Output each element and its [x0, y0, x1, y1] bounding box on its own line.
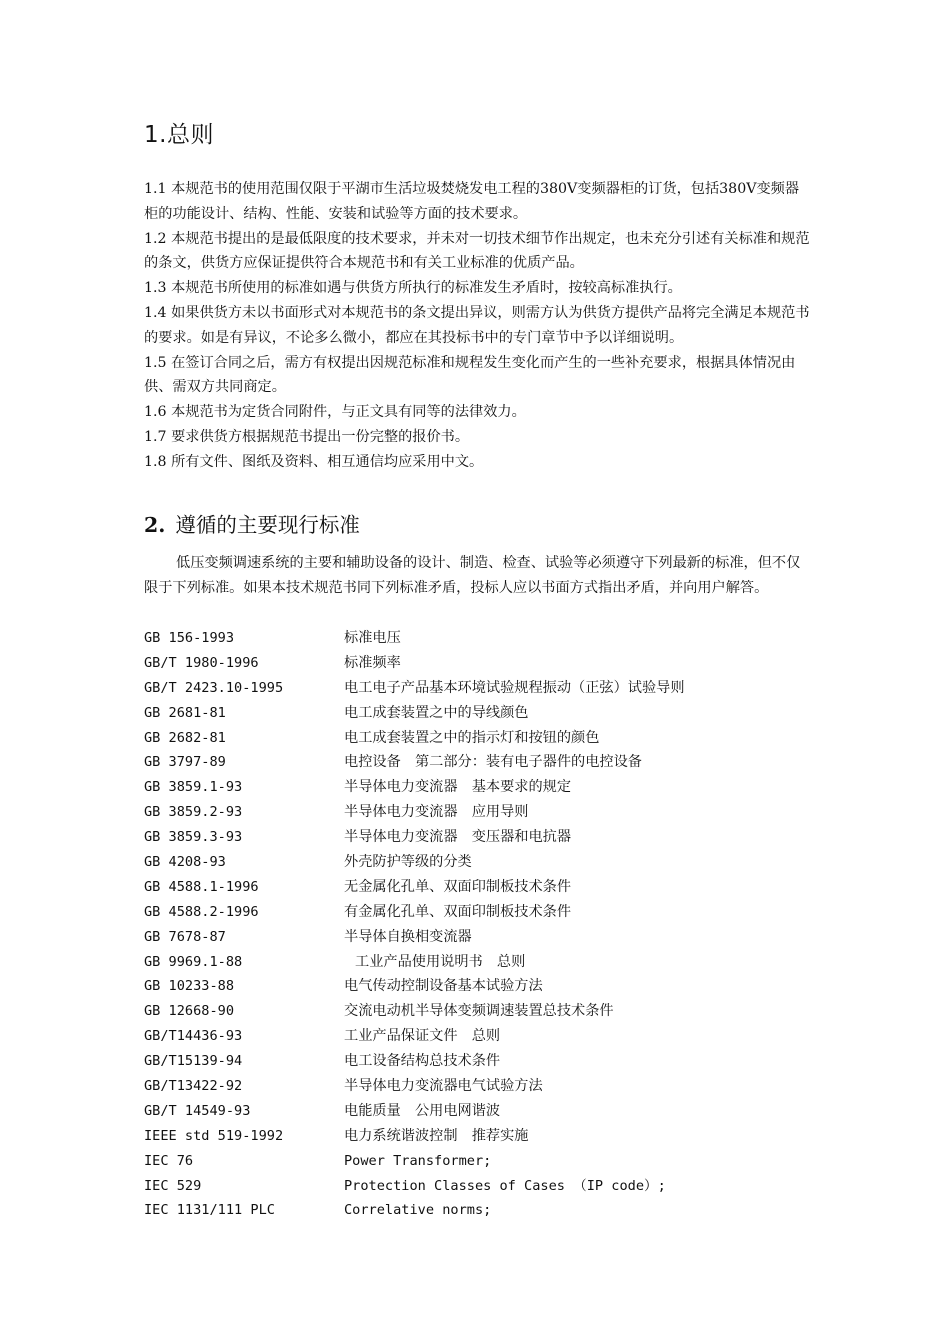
standard-title: 半导体电力变流器 基本要求的规定: [344, 779, 572, 796]
standard-row: [144, 750, 810, 775]
standard-row: [144, 1049, 810, 1074]
standard-title: 电工成套装置之中的导线颜色: [344, 704, 529, 721]
standard-row: [144, 676, 810, 701]
standard-code: GB 156-1993: [144, 630, 235, 646]
standard-code: GB/T15139-94: [144, 1053, 243, 1070]
standard-code: GB 4588.2-1996: [144, 903, 259, 920]
standard-title: 电工设备结构总技术条件: [344, 1053, 501, 1070]
standard-row: [144, 775, 810, 800]
standard-row: [144, 950, 810, 975]
standard-row: [144, 800, 810, 825]
standard-row: [144, 1174, 810, 1199]
standard-code: GB 3859.1-93: [144, 779, 243, 796]
standard-row: [144, 726, 810, 751]
standard-row: [144, 651, 810, 676]
standard-title: Protection Classes of Cases （IP code）;: [344, 1177, 666, 1194]
standard-code: GB 3859.3-93: [144, 829, 243, 846]
standard-code: GB 9969.1-88: [144, 953, 243, 970]
standard-title: 电气传动控制设备基本试验方法: [344, 978, 543, 995]
standard-row: [144, 701, 810, 726]
standard-row: [144, 1198, 810, 1223]
standard-code: GB 7678-87: [144, 928, 226, 945]
standard-row: [144, 1074, 810, 1099]
standard-row: [144, 626, 810, 651]
standard-code: GB/T 1980-1996: [144, 654, 259, 671]
standard-title: 半导体电力变流器 应用导则: [344, 804, 529, 821]
standard-row: [144, 1024, 810, 1049]
standard-code: IEC 1131/111 PLC: [144, 1202, 275, 1219]
standard-row: [144, 925, 810, 950]
standard-title: Power Transformer;: [344, 1152, 492, 1169]
standard-row: [144, 1099, 810, 1124]
standard-code: GB/T 2423.10-1995: [144, 679, 284, 696]
standard-title: 有金属化孔单、双面印制板技术条件: [344, 903, 572, 920]
standards-list: [144, 626, 810, 1223]
standard-code: GB 2682-81: [144, 729, 226, 746]
standard-title: 半导体自换相变流器: [344, 928, 472, 945]
clause-1-5: 1.5 在签订合同之后，需方有权提出因规范标准和规程发生变化而产生的一些补充要求，根据具体情况由供、需双方共同商定。: [144, 354, 796, 396]
clause-1-7: 1.7 要求供货方根据规范书提出一份完整的报价书。: [144, 428, 470, 445]
clause-1-8: 1.8 所有文件、图纸及资料、相互通信均应采用中文。: [144, 453, 484, 470]
standard-row: [144, 1124, 810, 1149]
standard-code: GB/T 14549-93: [144, 1102, 251, 1119]
standard-title: 电工成套装置之中的指示灯和按钮的颜色: [344, 729, 600, 746]
standard-code: GB 4588.1-1996: [144, 878, 259, 895]
standard-row: [144, 875, 810, 900]
standard-title: 工业产品使用说明书 总则: [355, 953, 526, 970]
standard-row: [144, 825, 810, 850]
standard-title: 外壳防护等级的分类: [344, 854, 472, 871]
standard-title: 交流电动机半导体变频调速装置总技术条件: [344, 1003, 614, 1020]
standard-title: 工业产品保证文件 总则: [344, 1028, 501, 1045]
standard-row: [144, 999, 810, 1024]
standard-title: 半导体电力变流器电气试验方法: [344, 1078, 543, 1095]
standard-title: 电控设备 第二部分：装有电子器件的电控设备: [344, 754, 642, 771]
standard-title: 无金属化孔单、双面印制板技术条件: [344, 878, 572, 895]
standard-code: GB 3797-89: [144, 754, 226, 771]
section-1-heading: 1.总则: [144, 122, 214, 148]
standard-code: GB 2681-81: [144, 704, 226, 721]
standard-code: GB/T14436-93: [144, 1028, 243, 1045]
standard-title: 电工电子产品基本环境试验规程振动（正弦）试验导则: [344, 679, 685, 696]
standard-code: GB 12668-90: [144, 1003, 235, 1020]
clause-1-2: 1.2 本规范书提出的是最低限度的技术要求，并未对一切技术细节作出规定，也未充分引述有关标准和规范的条文，供货方应保证提供符合本规范书和有关工业标准的优质产品。: [144, 230, 810, 272]
standard-code: IEC 76: [144, 1152, 194, 1169]
standard-title: 标准频率: [344, 654, 401, 671]
section-2-intro: 低压变频调速系统的主要和辅助设备的设计、制造、检查、试验等必须遵守下列最新的标准，但不仅限于下列标准。如果本技术规范书同下列标准矛盾，投标人应以书面方式指出矛盾，并向用户解答。: [144, 555, 801, 596]
section-2-number: 2.: [144, 513, 166, 537]
standard-row: [144, 900, 810, 925]
clause-1-3: 1.3 本规范书所使用的标准如遇与供货方所执行的标准发生矛盾时，按较高标准执行。: [144, 280, 682, 297]
clause-1-6: 1.6 本规范书为定货合同附件，与正文具有同等的法律效力。: [144, 404, 526, 421]
section-2-heading: [144, 508, 360, 538]
standard-code: GB 10233-88: [144, 978, 235, 995]
standard-code: GB/T13422-92: [144, 1078, 243, 1095]
standard-title: Correlative norms;: [344, 1202, 492, 1219]
standard-code: GB 3859.2-93: [144, 804, 243, 821]
standard-title: 标准电压: [344, 630, 401, 646]
standard-row: [144, 974, 810, 999]
clause-1-4: 1.4 如果供货方未以书面形式对本规范书的条文提出异议，则需方认为供货方提供产品将完全满足本规范书的要求。如是有异议，不论多么微小，都应在其投标书中的专门章节中予以详细说明。: [144, 304, 810, 346]
standard-code: IEC 529: [144, 1177, 202, 1194]
section-2-title: 遵循的主要现行标准: [175, 513, 360, 537]
clause-1-1: 1.1 本规范书的使用范围仅限于平湖市生活垃圾焚烧发电工程的380V变频器柜的订货，包括380V变频器柜的功能设计、结构、性能、安装和试验等方面的技术要求。: [144, 181, 800, 222]
standard-title: 半导体电力变流器 变压器和电抗器: [344, 829, 572, 846]
standard-title: 电力系统谐波控制 推荐实施: [344, 1127, 529, 1144]
standard-code: IEEE std 519-1992: [144, 1127, 284, 1144]
section-1-body: [144, 177, 810, 475]
standard-row: [144, 850, 810, 875]
standard-code: GB 4208-93: [144, 854, 226, 871]
standard-row: [144, 1149, 810, 1174]
standard-title: 电能质量 公用电网谐波: [344, 1102, 501, 1119]
